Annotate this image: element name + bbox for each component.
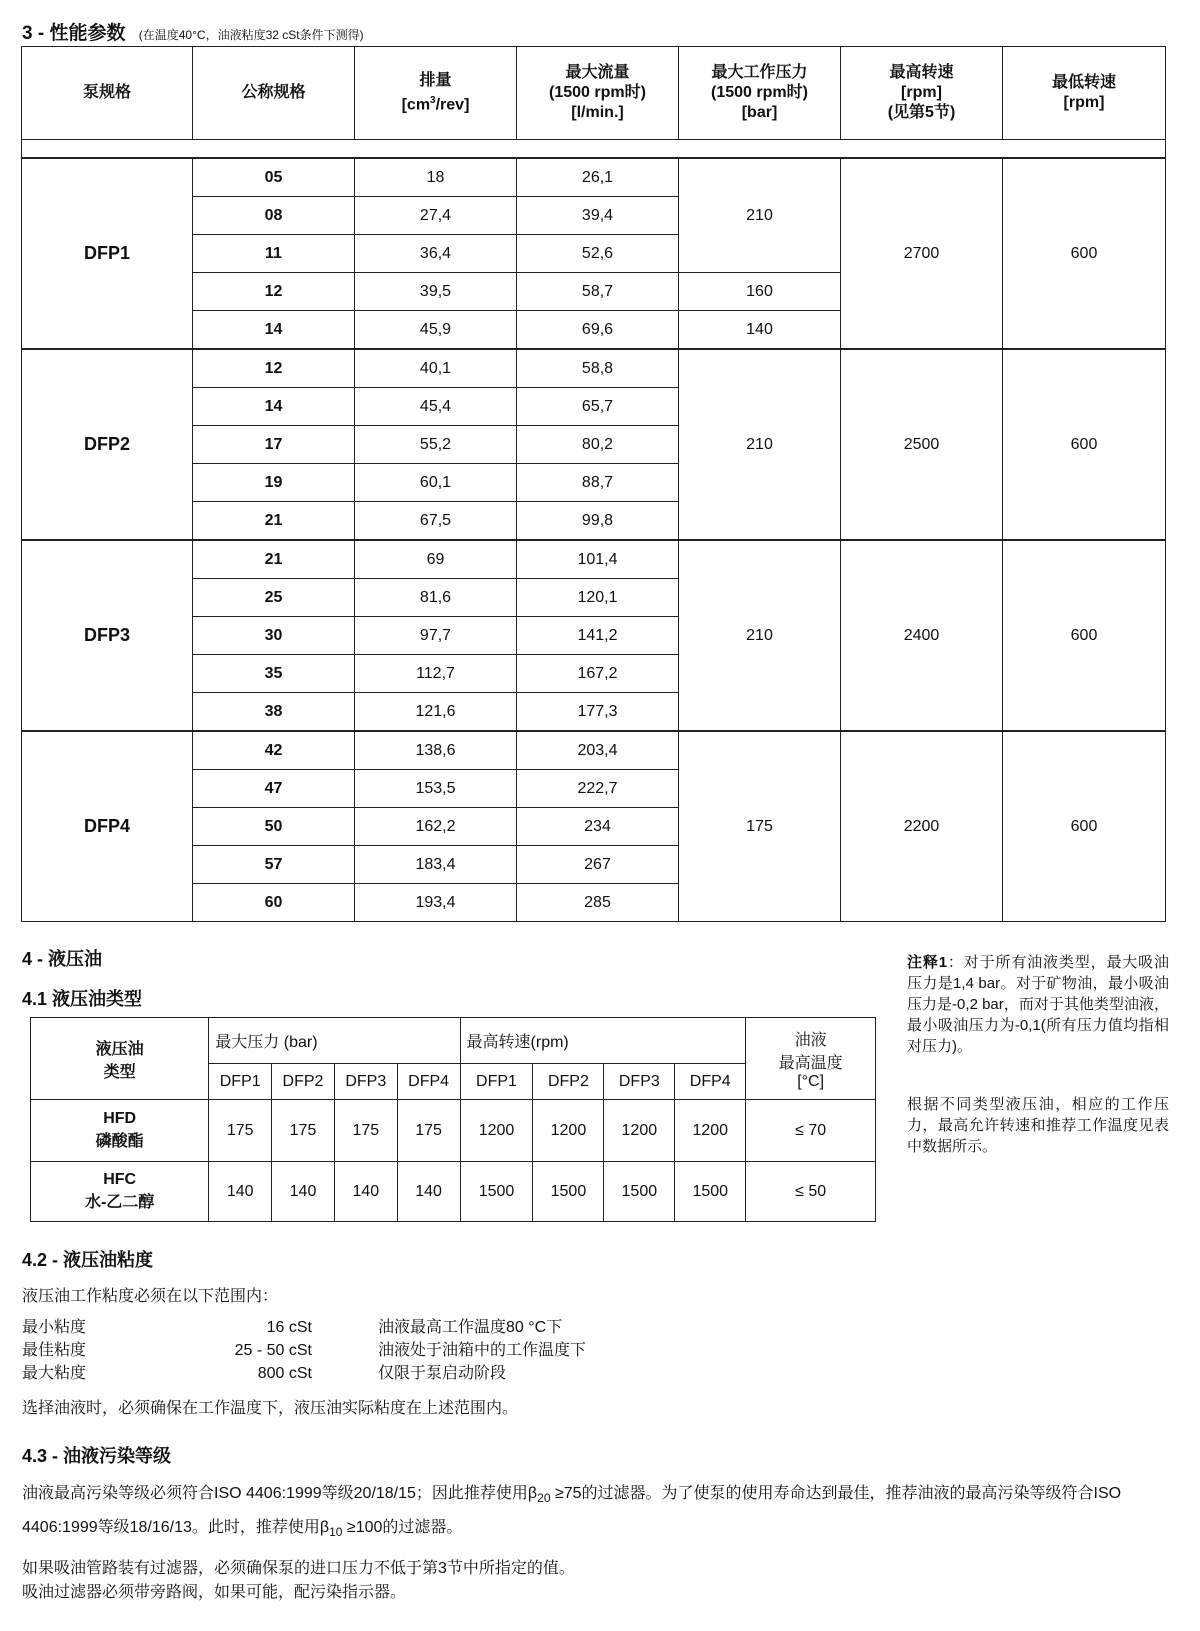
side-note-2: 根据不同类型液压油，相应的工作压力，最高允许转速和推荐工作温度见表中数据所示。 [907,1096,1169,1155]
flow-cell: 58,7 [517,273,679,311]
min-speed-cell: 600 [1003,158,1166,349]
oil-name: HFD 磷酸酯 [31,1100,209,1162]
max-speed-cell: 2700 [841,158,1003,349]
table-row [22,731,1166,770]
header-displacement: 排量 $[cm^3/rev]$ [355,47,517,140]
size-cell: 08 [193,197,355,235]
oil-model-p: DFP4 [397,1064,460,1100]
disp-cell: 97,7 [355,617,517,655]
disp-cell: 153,5 [355,770,517,808]
oil-pressure: 140 [209,1162,272,1222]
flow-cell: 26,1 [517,158,679,197]
section-43-heading: 4.3 - 油液污染等级 [22,1446,172,1466]
disp-cell: 69 [355,540,517,579]
oil-pressure: 175 [209,1100,272,1162]
size-cell: 60 [193,884,355,922]
flow-cell: 69,6 [517,311,679,350]
size-cell: 50 [193,808,355,846]
size-cell: 12 [193,273,355,311]
disp-cell: 39,5 [355,273,517,311]
oil-model-s: DFP3 [604,1064,675,1100]
header-max-pressure: 最大工作压力 (1500 rpm时) [bar] [679,47,841,140]
disp-cell: 45,9 [355,311,517,350]
size-cell: 57 [193,846,355,884]
oil-model-s: DFP1 [460,1064,533,1100]
oil-temp: ≤ 50 [746,1162,876,1222]
flow-cell: 222,7 [517,770,679,808]
disp-cell: 183,4 [355,846,517,884]
oil-pressure: 140 [334,1162,397,1222]
viscosity-value: 16 cSt [266,1319,312,1336]
oil-pressure: 175 [397,1100,460,1162]
spacer-row [22,140,1166,159]
disp-cell: 55,2 [355,426,517,464]
oil-temp: ≤ 70 [746,1100,876,1162]
side-note-text: ：对于所有油液类型，最大吸油压力是1,4 bar。对于矿物油，最小吸油压力是-0,2 bar，而对于其他类型油液，最小吸油压力为-0,1(所有压力值均指相对压力)。 [907,954,1169,1055]
viscosity-label: 最小粘度 [22,1319,87,1336]
oil-speed: 1500 [604,1162,675,1222]
size-cell: 14 [193,311,355,350]
table-row [31,1162,876,1222]
min-speed-cell: 600 [1003,731,1166,922]
oil-speed: 1200 [460,1100,533,1162]
oil-speed: 1500 [460,1162,533,1222]
oil-pressure: 175 [334,1100,397,1162]
oil-speed: 1500 [533,1162,604,1222]
size-cell: 14 [193,388,355,426]
max-speed-cell: 2400 [841,540,1003,731]
oil-model-p: DFP2 [272,1064,335,1100]
viscosity-row [22,1360,506,1383]
size-cell: 05 [193,158,355,197]
flow-cell: 177,3 [517,693,679,732]
viscosity-desc: 仅限于泵启动阶段 [378,1365,507,1382]
performance-table [21,46,1166,922]
size-cell: 35 [193,655,355,693]
flow-cell: 39,4 [517,197,679,235]
oil-pressure: 175 [272,1100,335,1162]
min-speed-cell: 600 [1003,540,1166,731]
oil-name: HFC 水-乙二醇 [31,1162,209,1222]
pump-name: DFP2 [22,349,193,540]
header-max-speed: 最高转速 [rpm] (见第5节) [841,47,1003,140]
flow-cell: 120,1 [517,579,679,617]
oil-model-p: DFP1 [209,1064,272,1100]
pressure-cell: 140 [679,311,841,350]
disp-cell: 162,2 [355,808,517,846]
oil-speed: 1500 [675,1162,746,1222]
max-speed-cell: 2500 [841,349,1003,540]
oil-header-temp: 油液 最高温度 [°C] [746,1018,876,1100]
size-cell: 21 [193,540,355,579]
pump-name: DFP4 [22,731,193,922]
header-pump: 泵规格 [22,47,193,140]
section-41-heading: 4.1 液压油类型 [22,989,143,1009]
oil-model-p: DFP3 [334,1064,397,1100]
flow-cell: 101,4 [517,540,679,579]
size-cell: 17 [193,426,355,464]
viscosity-row [22,1337,586,1360]
viscosity-value: 800 cSt [257,1365,312,1382]
disp-cell: 67,5 [355,502,517,541]
disp-cell: 112,7 [355,655,517,693]
viscosity-value: 25 - 50 cSt [234,1342,312,1359]
flow-cell: 234 [517,808,679,846]
size-cell: 47 [193,770,355,808]
header-max-flow: 最大流量 (1500 rpm时) [l/min.] [517,47,679,140]
disp-cell: 36,4 [355,235,517,273]
side-note-label: 注释1 [907,954,948,971]
oil-type-table [30,1017,876,1222]
pressure-cell: 210 [679,158,841,273]
disp-cell: 18 [355,158,517,197]
oil-header-type: 液压油 类型 [31,1018,209,1100]
viscosity-row [22,1314,562,1337]
size-cell: 38 [193,693,355,732]
pressure-cell: 210 [679,349,841,540]
oil-speed: 1200 [604,1100,675,1162]
section-42-heading: 4.2 - 液压油粘度 [22,1250,154,1270]
viscosity-desc: 油液处于油箱中的工作温度下 [378,1342,587,1359]
flow-cell: 99,8 [517,502,679,541]
size-cell: 19 [193,464,355,502]
section-3-note: (在温度40°C，油液粘度32 cSt条件下测得) [138,28,364,42]
oil-header-row [31,1018,876,1064]
oil-model-s: DFP2 [533,1064,604,1100]
side-note [907,952,1169,1057]
size-cell: 25 [193,579,355,617]
contamination-paragraph: 油液最高污染等级必须符合ISO 4406:1999等级20/18/15；因此推荐使用$\beta_{20} \ge 75$的过滤器。为了使泵的使用寿命达到最佳，推荐油液的最高污染等级符合ISO 4406:1999等级18/16/13。此时，推荐使用$\beta_{10} \ge 100$的过滤器。 [22,1485,1122,1540]
pressure-cell: 175 [679,731,841,922]
size-cell: 11 [193,235,355,273]
oil-header-max-speed: 最高转速(rpm) [460,1018,746,1064]
flow-cell: 167,2 [517,655,679,693]
table-row [22,158,1166,197]
size-cell: 30 [193,617,355,655]
size-cell: 42 [193,731,355,770]
pump-name: DFP1 [22,158,193,349]
viscosity-intro: 液压油工作粘度必须在以下范围内： [22,1288,279,1305]
filter-note-1: 如果吸油管路装有过滤器，必须确保泵的进口压力不低于第3节中所指定的值。 [22,1560,575,1577]
flow-cell: 88,7 [517,464,679,502]
oil-speed: 1200 [675,1100,746,1162]
flow-cell: 52,6 [517,235,679,273]
disp-cell: 138,6 [355,731,517,770]
table-row [22,540,1166,579]
disp-cell: 40,1 [355,349,517,388]
disp-cell: 45,4 [355,388,517,426]
flow-cell: 203,4 [517,731,679,770]
disp-cell: 121,6 [355,693,517,732]
flow-cell: 141,2 [517,617,679,655]
flow-cell: 285 [517,884,679,922]
viscosity-outro: 选择油液时，必须确保在工作温度下，液压油实际粘度在上述范围内。 [22,1400,519,1417]
disp-cell: 81,6 [355,579,517,617]
pump-name: DFP3 [22,540,193,731]
disp-cell: 27,4 [355,197,517,235]
section-4-heading: 4 - 液压油 [22,949,103,969]
section-3-heading [22,18,364,45]
viscosity-label: 最大粘度 [22,1365,87,1382]
flow-cell: 58,8 [517,349,679,388]
oil-header-max-pressure: 最大压力 (bar) [209,1018,460,1064]
viscosity-label: 最佳粘度 [22,1342,87,1359]
header-nominal: 公称规格 [193,47,355,140]
oil-speed: 1200 [533,1100,604,1162]
oil-pressure: 140 [397,1162,460,1222]
oil-model-s: DFP4 [675,1064,746,1100]
size-cell: 21 [193,502,355,541]
table-row [22,349,1166,388]
flow-cell: 80,2 [517,426,679,464]
disp-cell: 193,4 [355,884,517,922]
max-speed-cell: 2200 [841,731,1003,922]
flow-cell: 267 [517,846,679,884]
pressure-cell: 210 [679,540,841,731]
section-3-number: 3 - [22,23,45,44]
disp-cell: 60,1 [355,464,517,502]
header-min-speed: 最低转速 [rpm] [1003,47,1166,140]
table-header-row [22,47,1166,140]
section-3-title: 性能参数 [49,23,126,44]
filter-note-2: 吸油过滤器必须带旁路阀，如果可能，配污染指示器。 [22,1584,407,1601]
flow-cell: 65,7 [517,388,679,426]
viscosity-desc: 油液最高工作温度80 °C下 [378,1319,563,1336]
table-row [31,1100,876,1162]
oil-pressure: 140 [272,1162,335,1222]
min-speed-cell: 600 [1003,349,1166,540]
size-cell: 12 [193,349,355,388]
pressure-cell: 160 [679,273,841,311]
